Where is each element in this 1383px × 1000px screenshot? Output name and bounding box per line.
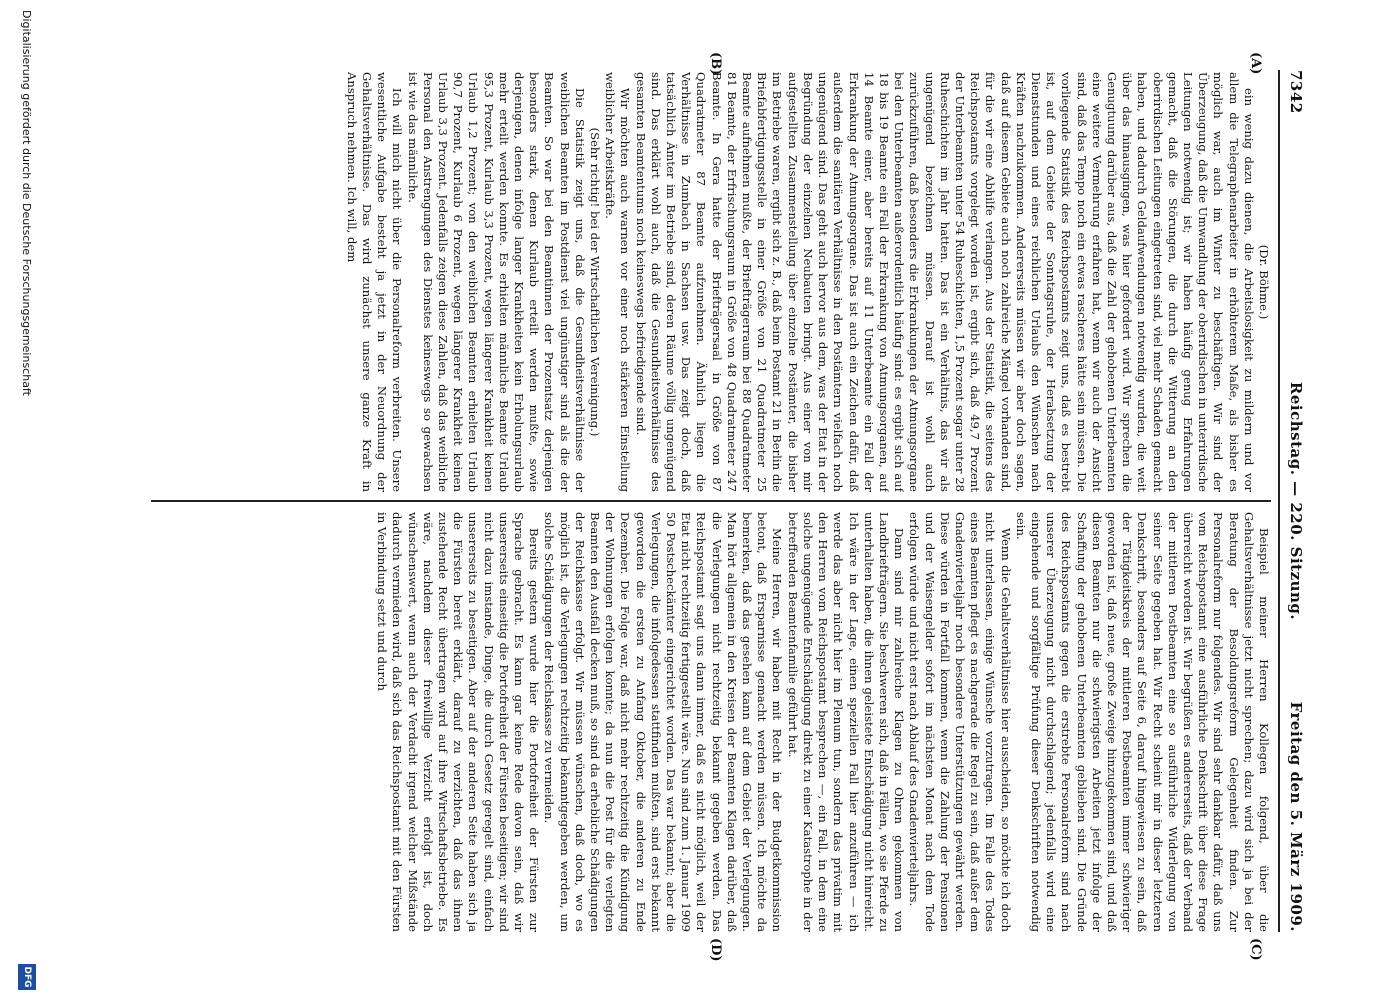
paragraph: Beispiel meiner Herren Kollegen folgend, über die Gehaltsverhältnisse jetzt nicht sprechen; dazu wird sich ja bei der Beratung der Besoldungsreform Gelegenheit finden. Zur Personalreform nur folgendes. Wir sind sehr dankbar dafür, daß uns vom Reichspostamt eine ausführliche Denkschrift über diese Frage überreicht worden ist. Wir begrüßen es andererseits, daß der Verband der mittleren Postbeamten eine so ausführliche Widerlegung von seiner Seite gegeben hat. Wir Recht scheint mir in dieser letzteren Denkschrift, besonders auf Seite 6, darauf hingewiesen zu sein, daß der Tätigkeitskreis der mittleren Postbeamten immer schwieriger geworden ist, daß neue, große Zweige hinzugekommen sind, und daß diesen Beamten nur die schwierigsten Arbeiten jetzt infolge der Schaffung der gehobenen Unterbeamten geblieben sind. Die Gründe des Reichspostamts gegen die erstrebte Personalreform sind nach unserer Überzeugung nicht durchschlagend; jedenfalls wird eine eingehende und sorgfältige Prüfung dieser Denkschriften notwendig sein. [1013,512,1271,932]
paragraph: Wenn die Gehaltsverhältnisse hier ausscheiden, so möchte ich doch nicht unterlassen, einige Wünsche vorzutragen. Im Falle des Todes eines Beamten pflegt es nachgerade die Regel zu sein, daß außer dem Gnadenvierteljahr noch besondere Unterstützungen gewährt werden. Diese würden in Fortfall kommen, wenn die Zahlung der Pensionen und der Waisengelder sofort im nächsten Monat nach dem Tode erfolgen würde und nicht erst nach Ablauf des Gnadenvierteljahrs. [907,512,1013,932]
page-title: Reichstag. — 220. Sitzung. [1287,381,1305,621]
page-header [1281,70,1305,932]
right-column [151,512,1271,932]
digitization-footer [12,0,38,1000]
dfg-logo: DFG [18,964,36,990]
paragraph: Meine Herren, wir haben mit Recht in der Budgetkommission betont, daß Ersparnisse gemacht werden müssen. Ich möchte da bemerken, daß das gesehen kann auf dem Gebiet der Verlegungen. Man hört allgemein in den Kreisen der Beamten Klagen darüber, daß die Verlegungen nicht rechtzeitig bekannt gegeben werden. Das Reichspostamt sagt uns dann immer, daß es nicht möglich, weil der Etat nicht rechtzeitig fertiggestellt wäre. Nun sind zum 1. Januar 1909 50 Postscheckämter eingerichtet worden. Das war bekannt; aber die Verlegungen, die infolgedessen stattfinden mußten, sind erst bekannt geworden die ersten zu Anfang Oktober, die anderen zu Ende Dezember. Die Folge war, daß nicht mehr rechtzeitig die Kündigung der Wohnungen erfolgen konnte; da nun die Post für die verlegten Beamten den Ausfall decken muß, so sind da erhebliche Schädigungen der Reichskasse erfolgt. Wir müssen wünschen, daß doch, wo es möglich ist, die Verlegungen rechtzeitig bekanntgegeben werden, um solche Schädigungen der Reichskasse zu vermeiden. [542,512,785,932]
session-date: Freitag den 5. März 1909. [1287,701,1305,932]
margin-letter-a: (A) [1248,52,1263,75]
paragraph: Dann sind mir zahlreiche Klagen zu Ohren gekommen von Landbriefträgern. Sie beschweren sich, daß in Fällen, wo sie Pferde zu unterhalten haben, die ihnen geleistete Entschädigung nicht hinreicht. Ich wäre in der Lage, einen speziellen Fall hier anzuführen — ich werde das aber nicht hier im Plenum tun, sondern das privatim mit den Herren vom Reichspostamt besprechen —, ein Fall, in dem eine solche ungenügende Entschädigung direkt zu einer Katastrophe in der betreffenden Beamtenfamilie geführt hat. [785,512,907,932]
margin-letter-c: (C) [1248,938,1263,961]
margin-letter-d: (D) [708,938,723,962]
paragraph: Wir möchten auch warnen vor einer noch stärkeren Einstellung weiblicher Arbeitskräfte. [603,72,633,492]
column-divider [151,500,1271,502]
margin-letter-b: (B) [708,52,723,76]
paragraph: Die Statistik zeigt uns, daß die Gesundheitsverhältnisse der weiblichen Beamten im Postdienst viel ungünstiger sind als die der Beamten. So war bei den Beamtinnen der Prozentsatz derjenigen besonders stark, denen Kurlaub erteilt werden mußte, sowie derjenigen, denen infolge langer Krankheiten kein Erholungsurlaub mehr erteilt werden konnte. Es erhielten männliche Beamte Urlaub 95,3 Prozent, Kurlaub 3,3 Prozent, wegen längerer Krankheit keinen Urlaub 1,2 Prozent; von den weiblichen Beamten erhielten Urlaub 90,7 Prozent, Kurlaub 6 Prozent, wegen längerer Krankheit keinen Urlaub 3,3 Prozent. Jedenfalls zeigen diese Zahlen, daß das weibliche Personal den Anstrengungen des Dienstes keineswegs so gewachsen ist wie das männliche. [405,72,587,492]
paragraph: Ich will mich nicht über die Personalreform verbreiten. Unsere wesentliche Aufgabe besteht ja jetzt in der Neuordnung der Gehaltsverhältnisse. Das wird zunächst unsere ganze Kraft in Anspruch nehmen. Ich will, dem [344,72,405,492]
speaker-name: (Dr. Böhme.) [1257,244,1271,320]
page-number: 7342 [1287,70,1305,114]
paragraph: ein wenig dazu dienen, die Arbeitslosigkeit zu mildern und vor allem die Telegraphenarbeiter in erhöhterem Maße, als bisher es möglich war, auch im Winter zu beschäftigen. Wir sind der Überzeugung, daß die Umwandlung der oberirdischen in unterirdische Leitungen notwendig ist; wir haben häufig genug Erfahrungen gemacht, daß die Störungen, die durch die Witterung an den oberirdischen Leitungen eingetreten sind, viel mehr Schaden gemacht haben, und dadurch Geldaufwendungen notwendig wurden, die weit über das hinausgingen, was hier gefordert wird. Wir sprechen die Genugtuung darüber aus, daß die Zahl der gehobenen Unterbeamten eine weitere Vermehrung erfahren hat, wenn wir auch der Ansicht sind, daß das Tempo noch ein etwas rascheres hätte sein müssen. Die vorliegende Statistik des Reichspostamts zeigt uns, daß es bestrebt ist, auf dem Gebiete der Sonntagsruhe, der Herabsetzung der Dienststunden und eines reichlichen Urlaubs den Wünschen nach Kräften nachzukommen. Andererseits müssen wir aber doch sagen, daß auf diesem Gebiete auch noch zahlreiche Mängel vorhanden sind, für die wir eine Abhilfe verlangen. Aus der Statistik, die seitens des Reichspostamts vorgelegt worden ist, ergibt sich, daß 49,7 Prozent der Unterbeamten unter 54 Ruheschichten, 1,5 Prozent sogar unter 28 Ruheschichten im Jahr hatten. Das ist ein Verhältnis, das wir als ungenügend bezeichnen müssen. Darauf ist wohl auch zurückzuführen, daß besonders die Erkrankungen der Atmungsorgane bei den Unterbeamten außerordentlich häufig sind: es ergibt sich auf 18 bis 19 Beamte ein Fall der Erkrankung von Atmungsorganen, auf 14 Beamte einer, aber bereits auf 11 Unterbeamte ein Fall der Erkrankung der Atmungsorgane. Das ist auch ein Zeichen dafür, daß außerdem die sanitären Verhältnisse in den Postämtern vielfach noch ungenügend sind. Das geht auch hervor aus dem, was der Etat in der Begründung der einzelnen Neubauten bringt. Aus einer von mir aufgestellten Zusammenstellung über einzelne Postämter, die bisher im Betriebe waren, ergibt sich z. B., daß beim Postamt 21 in Berlin die Briefabfertigungsstelle in einer Größe von 21 Quadratmeter 25 Beamte aufnehmen mußte, der Briefträgerraum bei 88 Quadratmeter 81 Beamte, der Erfrischungsraum in Größe von 48 Quadratmeter 247 Beamte. In Gera hatte der Briefträgersaal in Größe von 87 Quadratmeter 87 Beamte aufzunehmen. Ähnlich liegen die Verhältnisse in Zumbach in Sachsen usw. Das zeigt doch, daß tatsächlich Ämter im Betriebe sind, deren Räume völlig ungenügend sind. Das erklärt wohl auch, daß die Gesundheitsverhältnisse des gesamten Beamtentums noch keineswegs befriedigende sind. [633,72,1256,492]
left-column [151,72,1271,492]
header-rule [1278,70,1280,932]
interjection: (Sehr richtig! bei der Wirtschaftlichen Vereinigung.) [588,127,603,437]
paragraph: Bereits gestern wurde hier die Portofreiheit der Fürsten zur Sprache gebracht. Es kann gar keine Rede davon sein, daß wir unsererseits einseitig die Portofreiheit der Fürsten beseitigen; wir sind nicht dazu imstande, Dinge, die durch Gesetz geregelt sind, einfach unsererseits zu beseitigen. Aber auf der anderen Seite haben sich ja die Fürsten bereit erklärt, darauf zu verzichten, daß das ihnen zustehende Recht übertragen wird auf ihre Wirtschaftsbetriebe. Es wäre, nachdem dieser freiwillige Verzicht erfolgt ist, doch wünschenswert, wenn auch der Verdacht irgend welcher Mißstände dadurch vermieden wird, daß sich das Reichspostamt mit den Fürsten in Verbindung setzt und durch [375,512,542,932]
funding-credit: Digitalisierung gefördert durch die Deutsche Forschungsgemeinschaft [20,10,33,396]
